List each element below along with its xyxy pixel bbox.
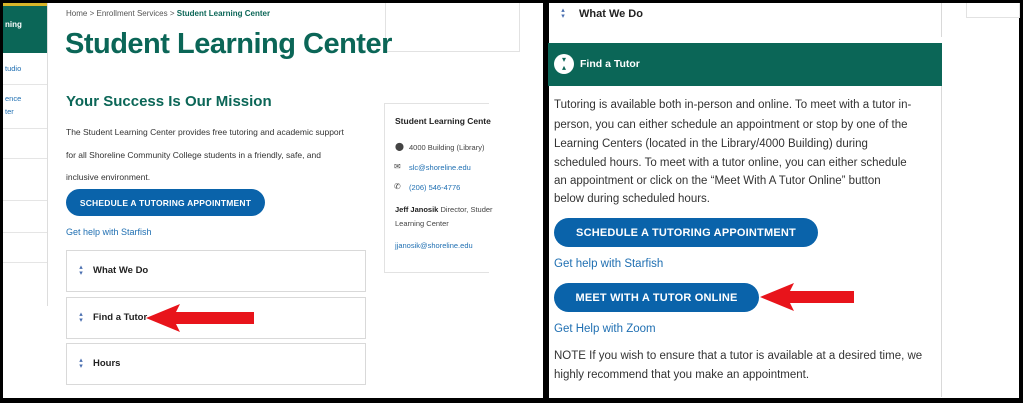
starfish-link[interactable]: Get help with Starfish bbox=[66, 227, 152, 237]
body-line: Learning Centers (located in the Library/4000 Building) during bbox=[554, 138, 868, 150]
accordion-label: Find a Tutor bbox=[580, 58, 640, 70]
email-icon: ✉ bbox=[394, 162, 401, 171]
accordion-label: What We Do bbox=[93, 265, 149, 276]
director-title: Director, Studer bbox=[440, 205, 493, 214]
contact-building: 4000 Building (Library) bbox=[409, 143, 485, 152]
right-top-box bbox=[966, 3, 1020, 18]
sidebar-divider bbox=[3, 200, 47, 201]
sidebar-header[interactable] bbox=[3, 3, 47, 53]
accordion-find-a-tutor-header[interactable] bbox=[548, 43, 942, 86]
accordion-hours[interactable] bbox=[66, 343, 366, 385]
accordion-what-we-do-right[interactable] bbox=[549, 3, 942, 37]
director-name: Jeff Janosik bbox=[395, 205, 439, 214]
body-line: person, you can either schedule an appointment or stop by one of the bbox=[554, 119, 908, 131]
breadcrumb bbox=[66, 9, 270, 18]
breadcrumb-enrollment[interactable]: Enrollment Services bbox=[96, 9, 168, 18]
sidebar-item-2[interactable]: ence bbox=[5, 94, 22, 103]
schedule-appointment-button-right[interactable]: SCHEDULE A TUTORING APPOINTMENT bbox=[554, 218, 818, 247]
note-line: highly recommend that you make an appointment. bbox=[554, 369, 810, 381]
chevron-updown-icon: ▴ ▾ bbox=[561, 7, 565, 20]
zoom-link[interactable]: Get Help with Zoom bbox=[554, 323, 656, 335]
intro-line: inclusive environment. bbox=[66, 172, 151, 182]
chevron-updown-icon: ▴ ▾ bbox=[79, 311, 83, 324]
intro-line: The Student Learning Center provides free tutoring and academic support bbox=[66, 127, 344, 137]
sidebar-item-1[interactable]: tudio bbox=[5, 64, 22, 73]
breadcrumb-current: Student Learning Center bbox=[176, 9, 271, 18]
body-line: below during scheduled hours. bbox=[554, 193, 710, 205]
phone-icon: ✆ bbox=[394, 182, 401, 191]
accordion-label: Hours bbox=[93, 358, 121, 369]
map-pin-icon: ⬤ bbox=[395, 142, 404, 151]
sidebar-divider bbox=[3, 232, 47, 233]
sidebar-divider bbox=[3, 84, 47, 85]
breadcrumb-separator: > bbox=[89, 9, 95, 18]
contact-director bbox=[395, 205, 493, 214]
red-arrow-icon bbox=[146, 303, 256, 333]
page-title: Student Learning Center bbox=[65, 28, 392, 60]
body-line: an appointment or click on the “Meet With A Tutor Online” button bbox=[554, 175, 881, 187]
meet-tutor-online-button[interactable]: MEET WITH A TUTOR ONLINE bbox=[554, 283, 759, 312]
contact-email[interactable]: slc@shoreline.edu bbox=[409, 163, 471, 172]
intro-line: for all Shoreline Community College students in a friendly, safe, and bbox=[66, 150, 321, 160]
breadcrumb-separator: > bbox=[169, 9, 175, 18]
starfish-link-right[interactable]: Get help with Starfish bbox=[554, 258, 664, 270]
sidebar-divider bbox=[3, 128, 47, 129]
accordion-label: What We Do bbox=[579, 8, 643, 20]
contact-title: Student Learning Cente bbox=[395, 116, 491, 126]
body-line: scheduled hours. To meet with a tutor online, you can either schedule bbox=[554, 157, 907, 169]
director-email[interactable]: jjanosik@shoreline.edu bbox=[395, 241, 473, 250]
breadcrumb-home[interactable]: Home bbox=[66, 9, 88, 18]
sidebar-divider bbox=[3, 262, 47, 263]
schedule-appointment-button[interactable]: SCHEDULE A TUTORING APPOINTMENT bbox=[66, 189, 265, 216]
chevron-updown-icon: ▴ ▾ bbox=[79, 357, 83, 370]
contact-phone[interactable]: (206) 546-4776 bbox=[409, 183, 461, 192]
accordion-what-we-do[interactable] bbox=[66, 250, 366, 292]
page-subtitle: Your Success Is Our Mission bbox=[66, 93, 272, 110]
body-line: Tutoring is available both in-person and online. To meet with a tutor in- bbox=[554, 99, 912, 111]
director-title-line2: Learning Center bbox=[395, 219, 449, 228]
note-line: NOTE If you wish to ensure that a tutor is available at a desired time, we bbox=[554, 350, 923, 362]
header-box bbox=[385, 3, 520, 52]
accordion-label: Find a Tutor bbox=[93, 312, 148, 323]
chevron-collapse-icon: ▾ ▴ bbox=[554, 54, 574, 74]
sidebar-item-3[interactable]: ter bbox=[5, 107, 14, 116]
sidebar-header-label: ning bbox=[5, 20, 22, 29]
chevron-updown-icon: ▴ ▾ bbox=[79, 264, 83, 277]
red-arrow-icon bbox=[760, 282, 856, 312]
sidebar-divider bbox=[3, 158, 47, 159]
